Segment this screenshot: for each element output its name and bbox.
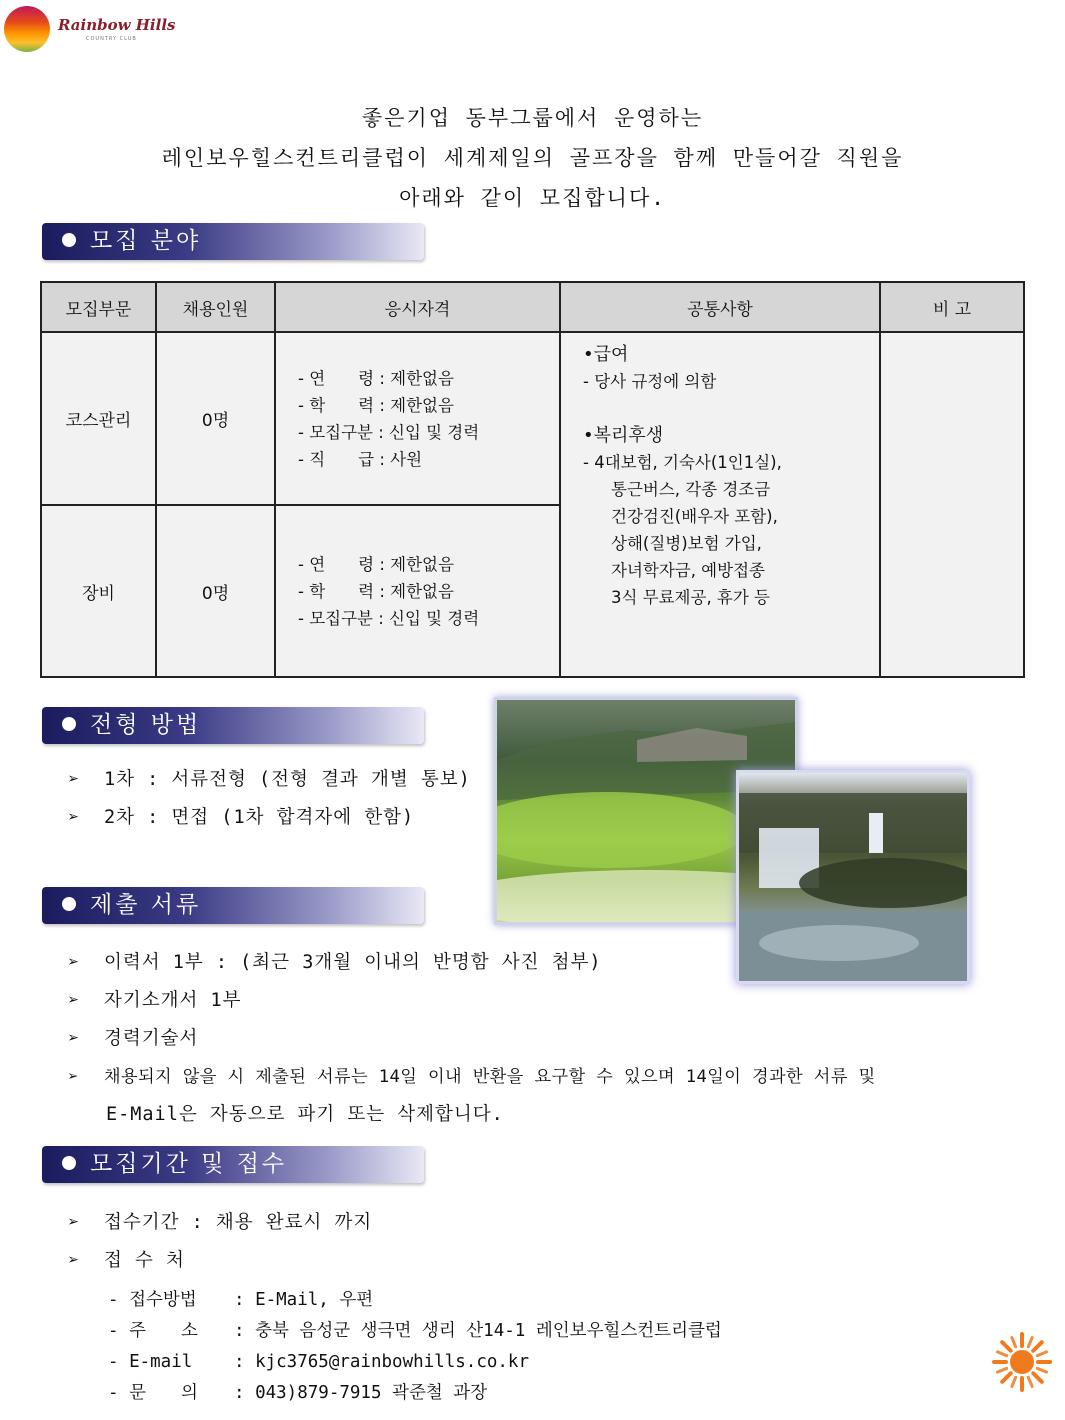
list-item: ➢ 2차 : 면접 (1차 합격자에 한함) [68,799,471,837]
intro-line: 레인보우힐스컨트리클럽이 세계제일의 골프장을 함께 만들어갈 직원을 [161,146,904,170]
note-cell [880,332,1024,677]
arrow-bullet-icon: ➢ [68,1250,81,1271]
method-list [68,761,471,837]
arrow-bullet-icon: ➢ [68,990,81,1011]
table-header-row [41,282,1024,332]
list-item: ➢ 자기소개서 1부 [68,982,876,1020]
table-header: 공통사항 [560,282,880,332]
arrow-bullet-icon: ➢ [68,1067,79,1087]
arrow-bullet-icon: ➢ [68,1028,81,1049]
table-header: 모집부문 [41,282,156,332]
common-cell: •급여 - 당사 규정에 의함 •복리후생 - 4대보험, 기숙사(1인1실), 통근버스, 각종 경조금 건강검진(배우자 포함), 상해(질병)보험 가입, 자녀학자금, 예방접종 3식 무료제공, 휴가 등 [560,332,880,677]
docs-list [68,944,876,1134]
arrow-bullet-icon: ➢ [68,1212,81,1233]
contact-row: - 문 의 : 043)879-7915 곽준철 과장 [108,1383,488,1403]
table-header: 비 고 [880,282,1024,332]
list-item-continued: E-Mail은 자동으로 파기 또는 삭제합니다. [106,1104,504,1125]
count-cell: 0명 [156,505,275,677]
bullet-dot-icon [62,897,76,911]
table-row [41,332,1024,505]
count-cell: 0명 [156,332,275,505]
intro-line: 좋은기업 동부그룹에서 운영하는 [361,106,704,130]
recruitment-table [40,281,1025,678]
table-header: 응시자격 [275,282,560,332]
intro-text [0,98,1065,218]
list-item: ➢ 채용되지 않을 시 제출된 서류는 14일 이내 반환을 요구할 수 있으며 14일이 경과한 서류 및 [68,1058,876,1096]
list-item: ➢ 1차 : 서류전형 (전형 결과 개별 통보) [68,761,471,799]
list-item: ➢ 접 수 처 [68,1242,372,1280]
contact-row: - E-mail : kjc3765@rainbowhills.co.kr [108,1352,530,1372]
logo-subtitle: COUNTRY CLUB [86,36,137,42]
section-header-field: 모집 분야 [42,223,424,260]
contact-row: - 접수방법 : E-Mail, 우편 [108,1290,374,1310]
list-item: ➢ 접수기간 : 채용 완료시 까지 [68,1204,372,1242]
table-header: 채용인원 [156,282,275,332]
arrow-bullet-icon: ➢ [68,807,81,828]
sun-emblem-icon [990,1330,1054,1394]
qualification-cell: - 연 령 : 제한없음 - 학 력 : 제한없음 - 모집구분 : 신입 및 경력 - 직 급 : 사원 [275,332,560,505]
qualification-cell: - 연 령 : 제한없음 - 학 력 : 제한없음 - 모집구분 : 신입 및 경력 [275,505,560,677]
section-header-period: 모집기간 및 접수 [42,1146,424,1183]
list-item: ➢ 경력기술서 [68,1020,876,1058]
arrow-bullet-icon: ➢ [68,952,81,973]
contact-row: - 주 소 : 충북 음성군 생극면 생리 산14-1 레인보우힐스컨트리클럽 [108,1321,722,1341]
section-header-method: 전형 방법 [42,707,424,744]
logo-emblem-icon [4,6,50,52]
company-logo [2,4,176,54]
list-item: ➢ 이력서 1부 : (최근 3개월 이내의 반명함 사진 첨부) [68,944,876,982]
email-link[interactable]: : kjc3765@rainbowhills.co.kr [234,1352,530,1372]
dept-cell: 코스관리 [41,332,156,505]
contact-info [108,1285,722,1409]
section-header-docs: 제출 서류 [42,887,424,924]
bullet-dot-icon [62,233,76,247]
period-list [68,1204,372,1280]
bullet-dot-icon [62,717,76,731]
intro-line: 아래와 같이 모집합니다. [399,186,666,210]
arrow-bullet-icon: ➢ [68,769,81,790]
dept-cell: 장비 [41,505,156,677]
logo-name: Rainbow Hills [58,16,176,34]
bullet-dot-icon [62,1156,76,1170]
